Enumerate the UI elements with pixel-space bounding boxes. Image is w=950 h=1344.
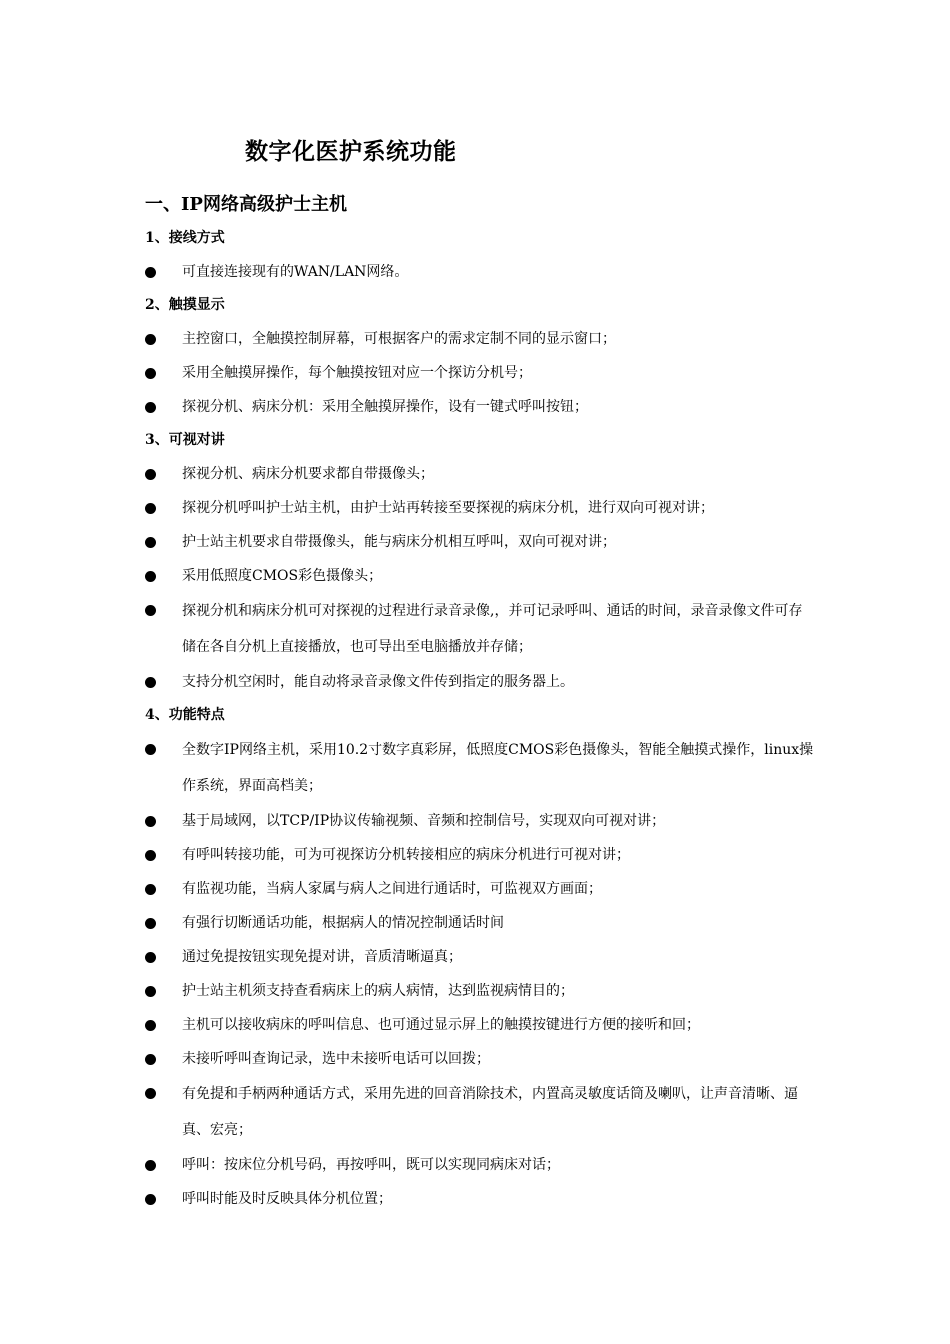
list-item: 探视分机和病床分机可对探视的过程进行录音录像,，并可记录呼叫、通话的时间，录音录像文件可存储在各自分机上直接播放，也可导出至电脑播放并存储；	[145, 593, 815, 665]
list-item: 全数字IP网络主机，采用10.2寸数字真彩屏，低照度CMOS彩色摄像头，智能全触摸式操作，linux操作系统，界面高档美；	[145, 732, 815, 804]
bullet-icon	[145, 1088, 156, 1099]
list-item: 有呼叫转接功能，可为可视探访分机转接相应的病床分机进行可视对讲；	[145, 838, 815, 872]
list-item: 呼叫时能及时反映具体分机位置；	[145, 1182, 815, 1216]
bullet-icon	[145, 402, 156, 413]
bullet-icon	[145, 816, 156, 827]
document-body	[145, 222, 815, 1216]
bullet-icon	[145, 571, 156, 582]
bullet-icon	[145, 368, 156, 379]
list-item: 主机可以接收病床的呼叫信息、也可通过显示屏上的触摸按键进行方便的接听和回；	[145, 1008, 815, 1042]
list-item: 主控窗口，全触摸控制屏幕，可根据客户的需求定制不同的显示窗口；	[145, 322, 815, 356]
bullet-icon	[145, 850, 156, 861]
subsection-heading-features: 4、功能特点	[145, 707, 225, 723]
list-item: 基于局域网，以TCP/IP协议传输视频、音频和控制信号，实现双向可视对讲；	[145, 804, 815, 838]
list-item: 通过免提按钮实现免提对讲，音质清晰逼真；	[145, 940, 815, 974]
bullet-icon	[145, 952, 156, 963]
bullet-icon	[145, 1160, 156, 1171]
list-item: 呼叫：按床位分机号码，再按呼叫，既可以实现同病床对话；	[145, 1148, 815, 1182]
section-heading: 一、IP网络高级护士主机	[145, 194, 347, 215]
list-item: 探视分机、病床分机：采用全触摸屏操作，设有一键式呼叫按钮；	[145, 390, 815, 424]
bullet-icon	[145, 1194, 156, 1205]
list-item: 有监视功能，当病人家属与病人之间进行通话时，可监视双方画面；	[145, 872, 815, 906]
bullet-icon	[145, 1054, 156, 1065]
bullet-icon	[145, 986, 156, 997]
list-item: 未接听呼叫查询记录，选中未接听电话可以回拨；	[145, 1042, 815, 1076]
list-item: 采用全触摸屏操作，每个触摸按钮对应一个探访分机号；	[145, 356, 815, 390]
list-item: 探视分机、病床分机要求都自带摄像头；	[145, 457, 815, 491]
document-title: 数字化医护系统功能	[245, 138, 457, 165]
bullet-icon	[145, 918, 156, 929]
bullet-icon	[145, 537, 156, 548]
bullet-icon	[145, 605, 156, 616]
bullet-icon	[145, 267, 156, 278]
subsection-heading-connection: 1、接线方式	[145, 230, 225, 246]
list-item: 护士站主机须支持查看病床上的病人病情，达到监视病情目的；	[145, 974, 815, 1008]
subsection-heading-touch-display: 2、触摸显示	[145, 297, 225, 313]
list-item: 支持分机空闲时，能自动将录音录像文件传到指定的服务器上。	[145, 665, 815, 699]
bullet-icon	[145, 503, 156, 514]
list-item: 护士站主机要求自带摄像头，能与病床分机相互呼叫，双向可视对讲；	[145, 525, 815, 559]
bullet-icon	[145, 677, 156, 688]
list-item: 有免提和手柄两种通话方式，采用先进的回音消除技术，内置高灵敏度话筒及喇叭，让声音清晰、逼真、宏亮；	[145, 1076, 815, 1148]
bullet-icon	[145, 884, 156, 895]
list-item: 有强行切断通话功能，根据病人的情况控制通话时间	[145, 906, 815, 940]
bullet-icon	[145, 744, 156, 755]
subsection-heading-video-intercom: 3、可视对讲	[145, 432, 225, 448]
bullet-icon	[145, 1020, 156, 1031]
list-item: 采用低照度CMOS彩色摄像头；	[145, 559, 815, 593]
list-item: 可直接连接现有的WAN/LAN网络。	[145, 255, 815, 289]
bullet-icon	[145, 334, 156, 345]
list-item: 探视分机呼叫护士站主机，由护士站再转接至要探视的病床分机，进行双向可视对讲；	[145, 491, 815, 525]
bullet-icon	[145, 469, 156, 480]
